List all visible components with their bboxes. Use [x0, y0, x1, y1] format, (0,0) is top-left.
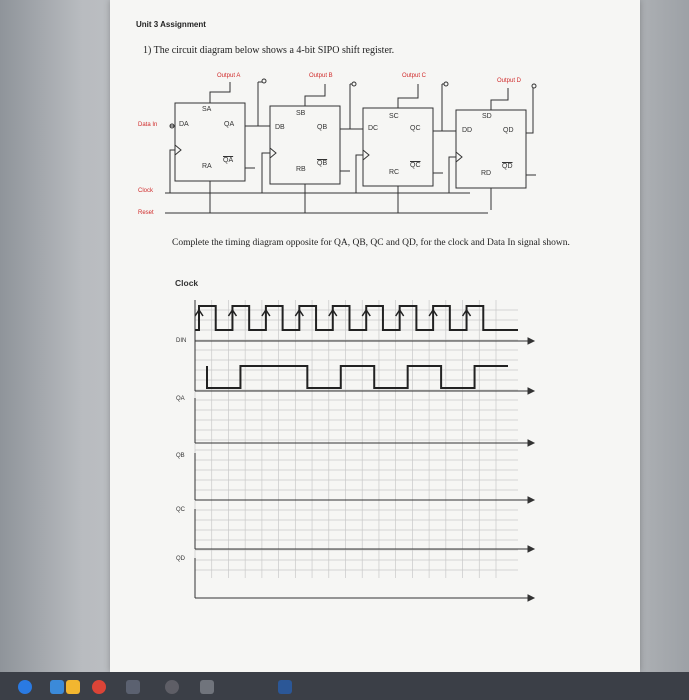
instruction-text: Complete the timing diagram opposite for QA, QB, QC and QD, for the clock and Data In signal shown. [172, 238, 570, 248]
ff-b-q-label: QB [317, 124, 328, 131]
qb-axis-arrow [528, 497, 534, 503]
circuit-wiring [165, 79, 536, 213]
qb-row-label: QB [176, 453, 185, 459]
qc-axis-arrow [528, 546, 534, 552]
din-row-label: DIN [176, 338, 187, 344]
qd-row-label: QD [176, 556, 185, 562]
clock-waveform [195, 306, 518, 330]
ff-d-d-label: DD [462, 127, 473, 134]
qa-row-label: QA [176, 396, 185, 402]
chrome-icon[interactable] [92, 680, 106, 694]
ff-d-s-label: SD [482, 113, 492, 120]
flipflop-d [456, 110, 526, 188]
ff-a-r-label: RA [202, 163, 212, 170]
ff-d-qbar-label: $\overline{QD}$ [502, 163, 513, 170]
clock-axis-arrow [528, 338, 534, 344]
edge-icon[interactable] [50, 680, 64, 694]
word-icon[interactable] [278, 680, 292, 694]
output-b-label: Output B [309, 73, 333, 79]
ff-d-r-label: RD [481, 170, 492, 177]
qd-axis-arrow [528, 595, 534, 601]
ff-d-q-label: QD [503, 127, 514, 134]
windows-icon[interactable] [18, 680, 32, 694]
flipflop-a [175, 103, 245, 181]
output-d-label: Output D [497, 78, 522, 84]
data-in-label: Data In [138, 122, 158, 128]
ff-b-r-label: RB [296, 166, 306, 173]
question-text: 1) The circuit diagram below shows a 4-bit SIPO shift register. [143, 45, 395, 56]
ff-a-s-label: SA [202, 106, 212, 113]
timing-waveforms [195, 306, 518, 388]
ff-c-d-label: DC [368, 125, 379, 132]
ff-b-d-label: DB [275, 124, 285, 131]
clock-input-label: Clock [138, 188, 154, 194]
timing-grid [195, 300, 518, 578]
reset-input-label: Reset [138, 210, 154, 216]
file-explorer-icon[interactable] [66, 680, 80, 694]
timing-axes [195, 300, 534, 601]
ff-c-r-label: RC [389, 169, 400, 176]
hp-icon[interactable] [165, 680, 179, 694]
ff-c-q-label: QC [410, 125, 421, 132]
app-icon[interactable] [200, 680, 214, 694]
output-a-label: Output A [217, 73, 241, 79]
store-icon[interactable] [126, 680, 140, 694]
ff-c-qbar-label: $\overline{QC}$ [410, 162, 421, 169]
ff-a-d-label: DA [179, 121, 189, 128]
output-c-label: Output C [402, 73, 427, 79]
page-heading: Unit 3 Assignment [136, 20, 206, 29]
flipflop-c [363, 108, 433, 186]
qa-axis-arrow [528, 440, 534, 446]
clock-row-label: Clock [175, 278, 199, 288]
flipflop-b [270, 106, 340, 184]
ff-c-s-label: SC [389, 113, 399, 120]
qc-row-label: QC [176, 507, 185, 513]
ff-a-qbar-label: $\overline{QA}$ [223, 157, 234, 164]
din-axis-arrow [528, 388, 534, 394]
ff-b-qbar-label: $\overline{QB}$ [317, 160, 328, 167]
ff-a-q-label: QA [224, 121, 235, 128]
ff-b-s-label: SB [296, 110, 306, 117]
